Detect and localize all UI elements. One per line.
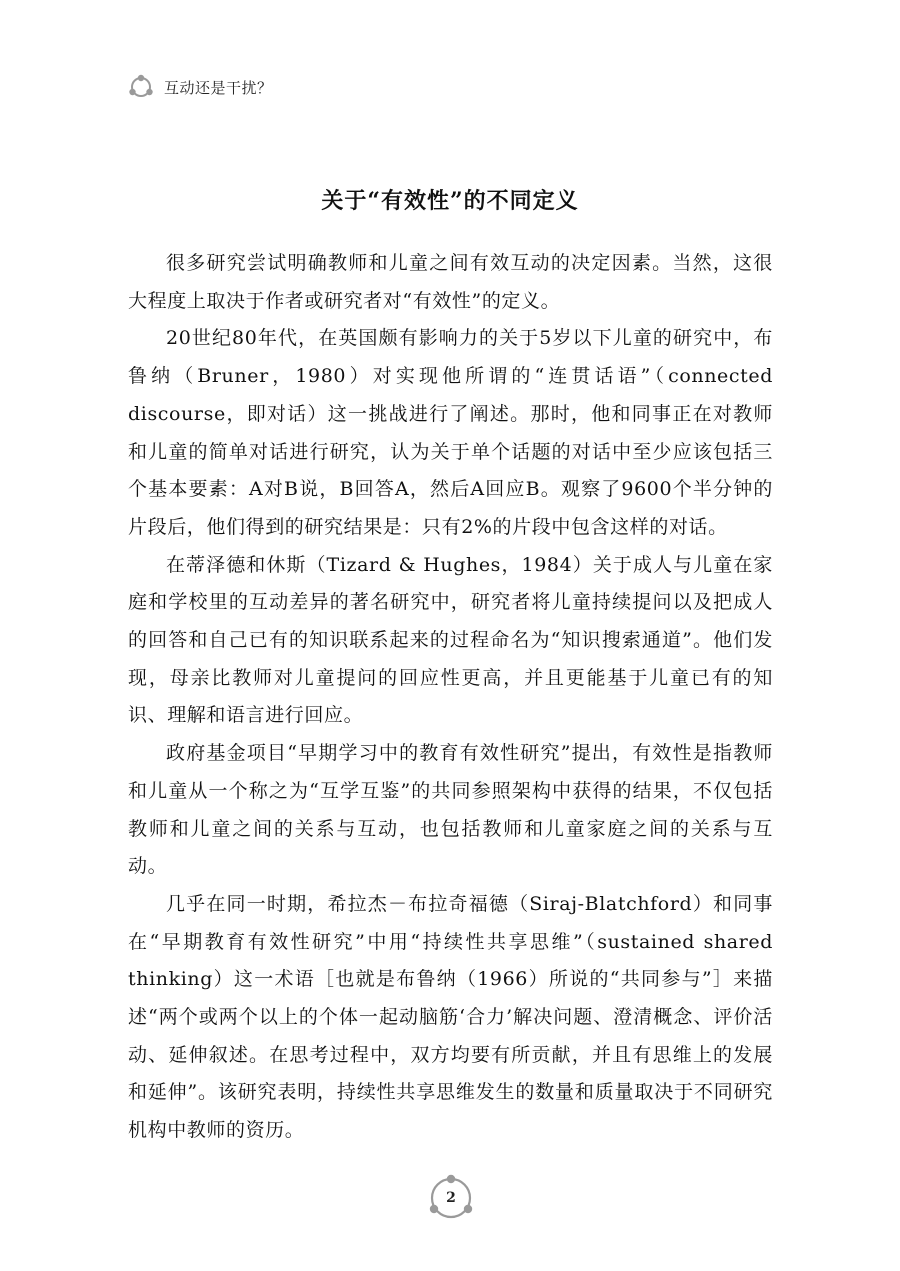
running-header: [128, 72, 273, 102]
body-text: [128, 245, 773, 1150]
circle-nodes-icon: [128, 74, 154, 100]
paragraph: 在蒂泽德和休斯（Tizard & Hughes，1984）关于成人与儿童在家庭和学校里的互动差异的著名研究中，研究者将儿童持续提问以及把成人的回答和自己已有的知识联系起来的过程命名为“知识搜索通道”。他们发现，母亲比教师对儿童提问的回应性更高，并且更能基于儿童已有的知识、理解和语言进行回应。: [128, 553, 773, 727]
paragraph: 20世纪80年代，在英国颇有影响力的关于5岁以下儿童的研究中，布鲁纳（Bruner，1980）对实现他所谓的“连贯话语”（connected discourse，即对话）这一挑战进行了阐述。那时，他和同事正在对教师和儿童的简单对话进行研究，认为关于单个话题的对话中至少应该包括三个基本要素：A对B说，B回答A，然后A回应B。观察了9600个半分钟的片段后，他们得到的研究结果是：只有2%的片段中包含这样的对话。: [128, 327, 773, 538]
paragraph: 几乎在同一时期，希拉杰－布拉奇福德（Siraj-Blatchford）和同事在“早期教育有效性研究”中用“持续性共享思维”（sustained shared thinking）这一术语［也就是布鲁纳（1966）所说的“共同参与”］来描述“两个或两个以上的个体一起动脑筋‘合力’解决问题、澄清概念、评价活动、延伸叙述。在思考过程中，双方均要有所贡献，并且有思维上的发展和延伸”。该研究表明，持续性共享思维发生的数量和质量取决于不同研究机构中教师的资历。: [128, 892, 773, 1142]
page-number: 2: [446, 1190, 456, 1206]
page-number-badge: [425, 1172, 477, 1224]
section-title: 关于“有效性”的不同定义: [321, 188, 579, 214]
running-title: 互动还是干扰？: [164, 78, 273, 97]
paragraph: 很多研究尝试明确教师和儿童之间有效互动的决定因素。当然，这很大程度上取决于作者或研究者对“有效性”的定义。: [128, 252, 773, 312]
paragraph: 政府基金项目“早期学习中的教育有效性研究”提出，有效性是指教师和儿童从一个称之为“互学互鉴”的共同参照架构中获得的结果，不仅包括教师和儿童之间的关系与互动，也包括教师和儿童家庭之间的关系与互动。: [128, 742, 773, 878]
